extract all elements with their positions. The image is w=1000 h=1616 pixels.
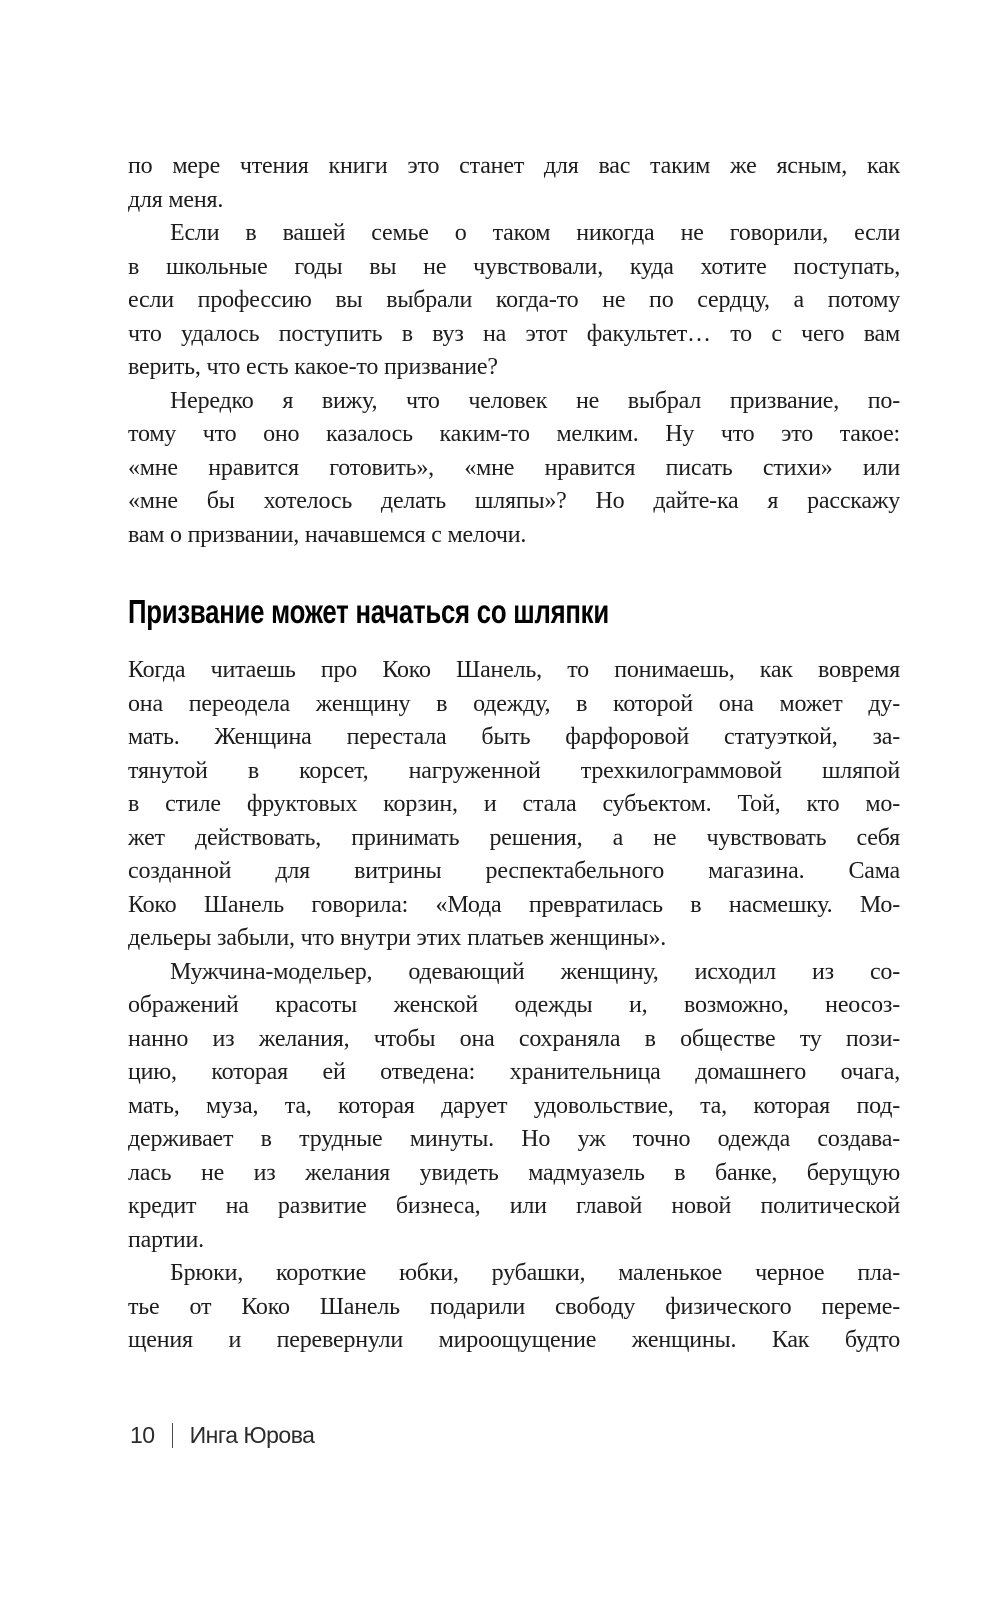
text-line: лась не из желания увидеть мадмуазель в банке, берущую [128,1159,900,1186]
text-line: тому что оно казалось каким-то мелким. Ну что это такое: [128,421,900,447]
text-line: что удалось поступить в вуз на этот факультет… то с чего вам [128,320,900,347]
text-line: кредит на развитие бизнеса, или главой новой политической [128,1193,900,1219]
text-line: для меня. [128,186,224,213]
paragraph [128,654,900,956]
paragraph [128,385,900,553]
text-line: тянутой в корсет, нагруженной трехкилограммовой шляпой [128,757,900,784]
text-line: Мужчина-модельер, одевающий женщину, исходил из со- [170,958,900,985]
text-line: «мне бы хотелось делать шляпы»? Но дайте-ка я расскажу [128,488,900,514]
text-line: дельеры забыли, что внутри этих платьев женщины». [128,925,667,951]
text-line: щения и перевернули мироощущение женщины. Как будто [128,1327,900,1353]
paragraph [128,1257,900,1358]
footer-divider [172,1423,173,1448]
text-line: тье от Коко Шанель подарили свободу физического переме- [128,1293,900,1320]
text-line: Когда читаешь про Коко Шанель, то понимаешь, как вовремя [128,657,900,683]
text-line: Если в вашей семье о таком никогда не говорили, если [170,220,900,246]
text-line: ображений красоты женской одежды и, возможно, неосоз- [128,992,900,1018]
text-line: жет действовать, принимать решения, а не чувствовать себя [128,824,900,851]
text-column [128,150,900,1358]
text-line: партии. [128,1226,204,1253]
text-line: в школьные годы вы не чувствовали, куда хотите поступать, [128,253,900,280]
text-line: она переодела женщину в одежду, в которой она может ду- [128,690,900,717]
text-line: цию, которая ей отведена: хранительница домашнего очага, [128,1059,900,1085]
text-line: держивает в трудные минуты. Но уж точно одежда создава- [128,1126,900,1152]
text-line: Брюки, короткие юбки, рубашки, маленькое черное пла- [170,1260,900,1286]
text-line: по мере чтения книги это станет для вас таким же ясным, как [128,153,900,179]
page-footer [130,1422,314,1449]
text-line: мать. Женщина перестала быть фарфоровой статуэткой, за- [128,724,900,750]
text-line: Нередко я вижу, что человек не выбрал призвание, по- [170,387,900,414]
text-line: созданной для витрины респектабельного магазина. Сама [128,858,900,884]
text-line: верить, что есть какое-то призвание? [128,354,498,380]
section-heading: Призвание может начаться со шляпки [128,593,609,630]
text-line: если профессию вы выбрали когда-то не по сердцу, а потому [128,287,900,313]
paragraph [128,217,900,385]
text-line: Коко Шанель говорила: «Мода превратилась в насмешку. Мо- [128,891,900,918]
text-line: мать, муза, та, которая дарует удовольствие, та, которая под- [128,1092,900,1119]
paragraph [128,956,900,1258]
text-line: в стиле фруктовых корзин, и стала субъектом. Той, кто мо- [128,791,900,817]
text-line: нанно из желания, чтобы она сохраняла в обществе ту пози- [128,1025,900,1052]
paragraph [128,150,900,217]
page-number: 10 [130,1422,155,1448]
text-line: «мне нравится готовить», «мне нравится писать стихи» или [128,454,900,481]
text-line: вам о призвании, начавшемся с мелочи. [128,521,527,548]
author-name: Инга Юрова [189,1422,315,1448]
